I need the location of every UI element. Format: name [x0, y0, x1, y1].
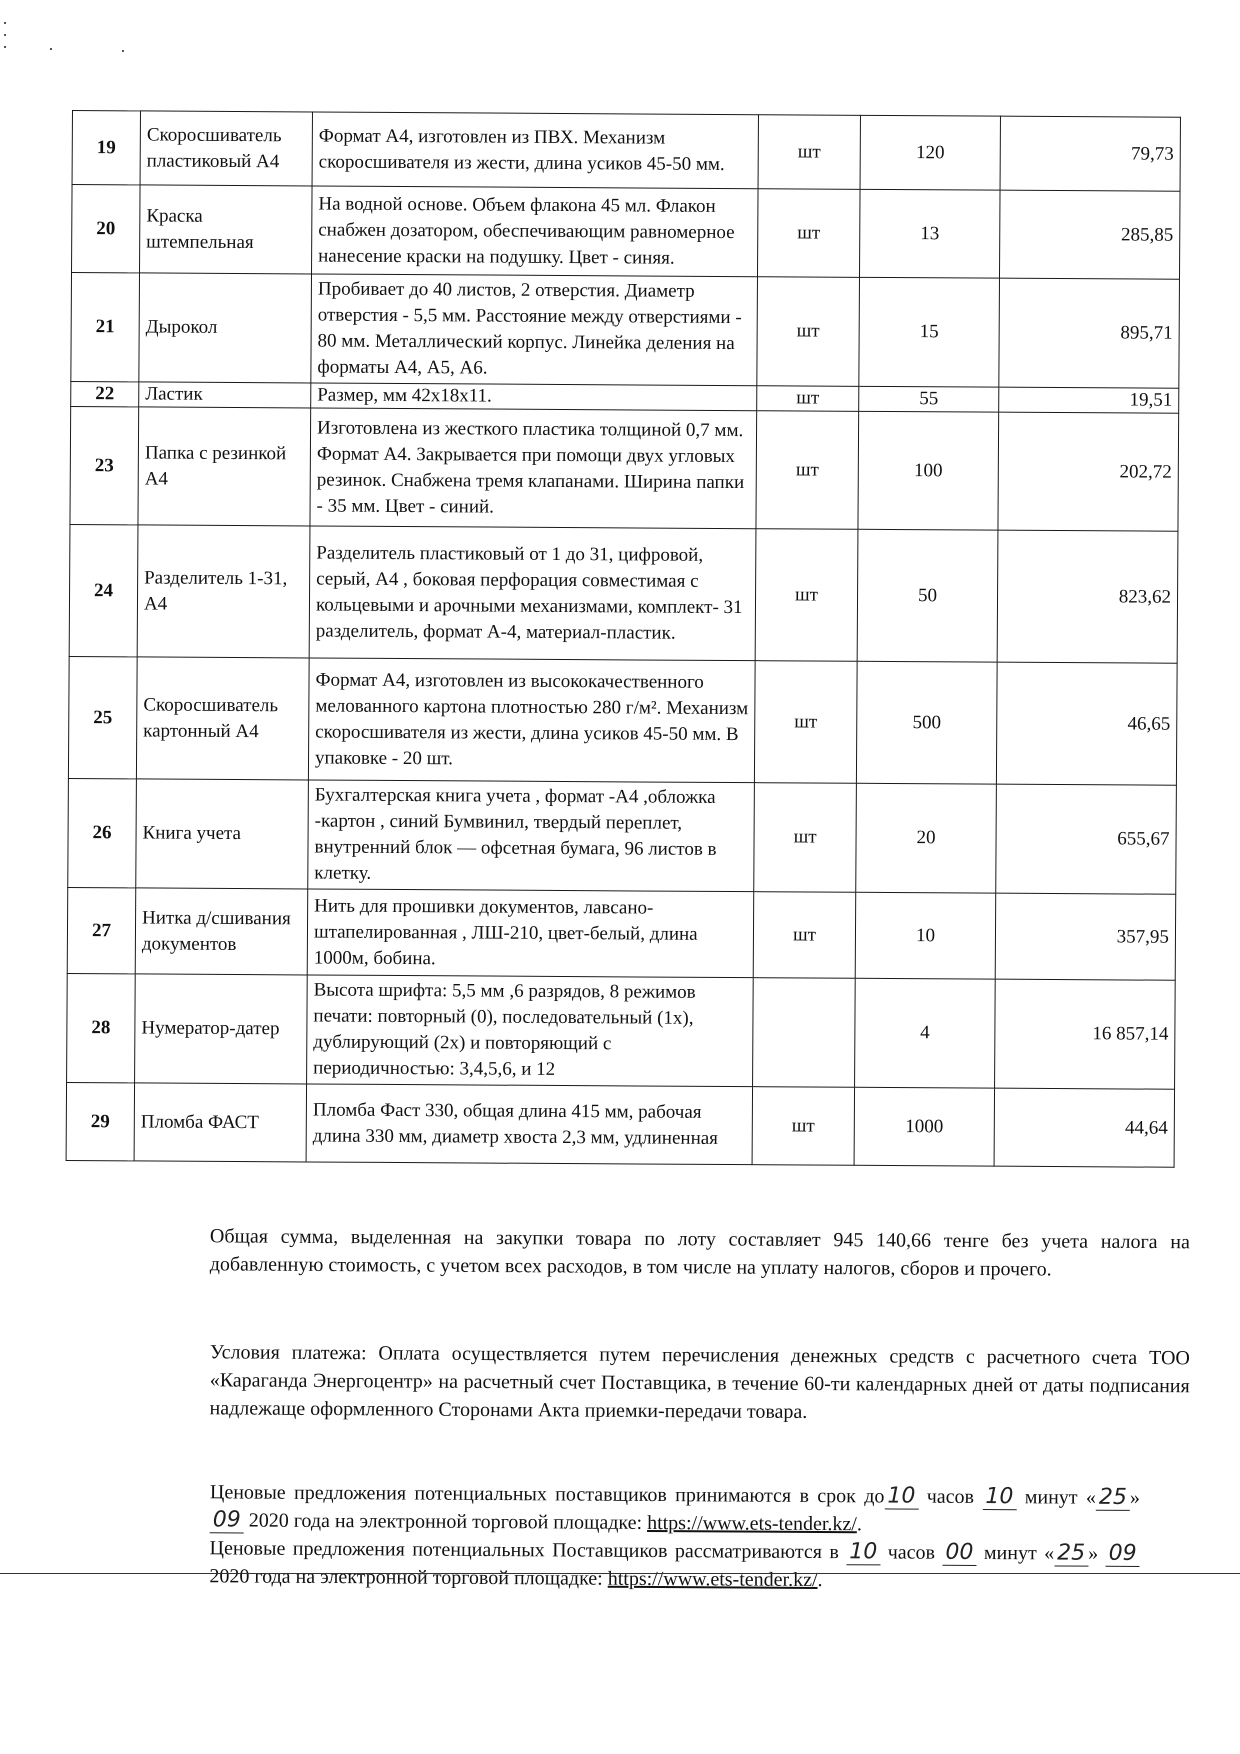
item-description: Пломба Фаст 330, общая длина 415 мм, рабочая длина 330 мм, диаметр хвоста 2,3 мм, удлиненная: [306, 1084, 752, 1165]
item-price: 895,71: [999, 278, 1180, 388]
item-description: Разделитель пластиковый от 1 до 31, цифровой, серый, А4 , боковая перфорация совместимая с кольцевыми и арочными механизмами, комплект- 31 разделитель, формат А-4, материал-пластик.: [309, 526, 756, 661]
table-row: [67, 973, 1176, 1089]
item-quantity: 500: [856, 661, 997, 784]
item-number: 23: [70, 406, 139, 524]
review-text-2: часов: [887, 1541, 936, 1564]
total-sum-paragraph: [160, 1222, 1190, 1284]
item-description: Высота шрифта: 5,5 мм ,6 разрядов, 8 режимов печати: повторный (0), последовательный (1х), дублирующий (2х) и повторяющий с периодичностью: 3,4,5,6, и 12: [307, 975, 754, 1087]
item-name: Нумератор-датер: [135, 974, 308, 1084]
table-row: [67, 887, 1176, 980]
table-row: [69, 524, 1178, 663]
review-text-1: Ценовые предложения потенциальных Поставщиков рассматриваются в: [209, 1537, 839, 1564]
item-description: Размер, мм 42х18х11.: [311, 383, 757, 411]
deadline-text-1: Ценовые предложения потенциальных поставщиков принимаются в срок до: [209, 1481, 885, 1508]
item-price: 823,62: [997, 530, 1178, 663]
item-name: Пломба ФАСТ: [134, 1083, 306, 1162]
total-sum-text: Общая сумма, выделенная на закупки товара по лоту составляет 945 140,66 тенге без учета налога на добавленную стоимость, с учетом всех расходов, в том числе на уплату налогов, сборов и прочего.: [209, 1225, 1190, 1281]
payment-terms-text: Условия платежа: Оплата осуществляется путем перечисления денежных средств с расчетного счета ТОО «Караганда Энергоцентр» на расчетный счет Поставщика, в течение 60-ти календарных дней от даты подписания надлежаще оформленного Сторонами Акта приемки-передачи товара.: [209, 1341, 1190, 1423]
item-number: 20: [72, 185, 141, 273]
item-price: 79,73: [1000, 116, 1180, 191]
item-name: Разделитель 1-31, А4: [137, 525, 310, 658]
deadline-paragraph: [160, 1478, 1140, 1540]
table-row: [72, 185, 1181, 280]
handwritten-day: 25: [1096, 1485, 1130, 1511]
item-name: Скоросшиватель картонный А4: [136, 657, 309, 780]
deadline-text-4: »: [1129, 1486, 1140, 1509]
items-table: [66, 110, 1181, 1168]
review-text-4: »: [1088, 1542, 1099, 1565]
item-quantity: 100: [858, 411, 999, 530]
item-price: 16 857,14: [995, 979, 1176, 1089]
deadline-text-2: часов: [926, 1485, 975, 1508]
ets-tender-link[interactable]: https://www.ets-tender.kz/: [647, 1511, 857, 1536]
deadline-end: .: [856, 1513, 862, 1536]
item-price: 357,95: [995, 893, 1176, 980]
review-text-5: 2020 года на электронной торговой площадке:: [209, 1565, 603, 1590]
item-name: Книга учета: [136, 779, 309, 889]
handwritten-review-day: 25: [1054, 1540, 1088, 1566]
item-quantity: 10: [855, 892, 996, 979]
deadlines-section: [159, 1478, 1140, 1596]
item-number: 21: [71, 273, 140, 382]
handwritten-review-month: 09: [1106, 1541, 1140, 1567]
review-paragraph: [159, 1534, 1139, 1596]
item-description: Нить для прошивки документов, лавсано-штапелированная , ЛШ-210, цвет-белый, длина 1000м, бобина.: [307, 889, 754, 978]
handwritten-review-minute: 00: [942, 1540, 976, 1566]
item-number: 29: [66, 1082, 134, 1160]
item-description: Формат А4, изготовлен из ПВХ. Механизм скоросшивателя из жести, длина усиков 45-50 мм.: [312, 112, 758, 189]
item-unit: [753, 978, 856, 1088]
item-description: Пробивает до 40 листов, 2 отверстия. Диаметр отверстия - 5,5 мм. Расстояние между отверстиями - 80 мм. Металлический корпус. Линейка деления на форматы А4, А5, А6.: [311, 274, 758, 386]
item-unit: шт: [754, 661, 857, 784]
item-number: 19: [72, 111, 140, 185]
item-description: Бухгалтерская книга учета , формат -А4 ,обложка -картон , синий Бумвинил, твердый переплет, внутренний блок — офсетная бумага, 96 листов в клетку.: [308, 780, 755, 892]
item-name: Дырокол: [139, 273, 312, 383]
item-name: Нитка д/сшивания документов: [135, 888, 308, 975]
table-row: [68, 778, 1177, 894]
item-unit: шт: [756, 411, 859, 530]
item-quantity: 20: [856, 783, 997, 893]
scan-fold-line: [0, 1573, 1240, 1574]
payment-terms-paragraph: [159, 1338, 1189, 1428]
item-quantity: 1000: [854, 1087, 994, 1166]
item-name: Папка с резинкой А4: [138, 407, 311, 526]
handwritten-minute: 10: [982, 1484, 1016, 1510]
handwritten-month: 09: [210, 1507, 244, 1533]
item-price: 44,64: [994, 1088, 1174, 1167]
item-description: На водной основе. Объем флакона 45 мл. Флакон снабжен дозатором, обеспечивающим равномерное нанесение краски на подушку. Цвет - синяя.: [312, 186, 759, 277]
deadline-text-3: минут «: [1024, 1486, 1096, 1509]
item-quantity: 55: [859, 386, 999, 412]
ets-tender-link-2[interactable]: https://www.ets-tender.kz/: [607, 1567, 818, 1592]
table-row: [71, 273, 1180, 389]
item-price: 285,85: [999, 190, 1180, 279]
item-name: Ластик: [139, 382, 311, 408]
item-unit: шт: [758, 115, 860, 190]
item-unit: шт: [757, 386, 859, 412]
item-name: Скоросшиватель пластиковый А4: [140, 111, 312, 186]
table-row: [66, 1082, 1174, 1167]
table-row: [72, 111, 1180, 192]
item-quantity: 15: [859, 277, 1000, 387]
item-number: 24: [69, 524, 138, 656]
review-text-3: минут «: [983, 1542, 1055, 1565]
item-price: 46,65: [996, 662, 1177, 785]
item-unit: шт: [755, 529, 858, 662]
review-end: .: [817, 1569, 823, 1592]
scan-specks: [4, 20, 134, 60]
item-number: 26: [68, 778, 137, 887]
item-unit: шт: [757, 189, 860, 278]
item-unit: шт: [754, 783, 857, 893]
table-row: [70, 406, 1179, 531]
table-row: [68, 656, 1177, 785]
deadline-text-5: 2020 года на электронной торговой площадке:: [248, 1509, 643, 1534]
item-quantity: 120: [860, 115, 1000, 190]
item-quantity: 13: [859, 189, 1000, 278]
item-number: 27: [67, 887, 136, 973]
item-number: 28: [67, 973, 136, 1082]
item-name: Краска штемпельная: [140, 185, 313, 274]
item-quantity: 4: [855, 978, 996, 1088]
item-quantity: 50: [857, 529, 998, 662]
item-price: 202,72: [998, 412, 1179, 531]
item-price: 655,67: [996, 784, 1177, 894]
item-number: 25: [68, 656, 137, 778]
item-description: Изготовлена из жесткого пластика толщиной 0,7 мм. Формат А4. Закрывается при помощи двух угловых резинок. Снабжена тремя клапанами. Ширина папки - 35 мм. Цвет - синий.: [310, 408, 757, 529]
handwritten-review-hour: 10: [846, 1539, 880, 1565]
item-unit: шт: [753, 892, 856, 979]
item-price: 19,51: [999, 387, 1179, 413]
item-description: Формат А4, изготовлен из высококачественного мелованного картона плотностью 280 г/м². Механизм скоросшивателя из жести, длина усиков 45-50 мм. В упаковке - 20 шт.: [308, 658, 755, 783]
handwritten-hour: 10: [884, 1483, 918, 1509]
item-unit: шт: [752, 1087, 854, 1166]
item-unit: шт: [757, 277, 860, 387]
item-number: 22: [71, 381, 139, 406]
